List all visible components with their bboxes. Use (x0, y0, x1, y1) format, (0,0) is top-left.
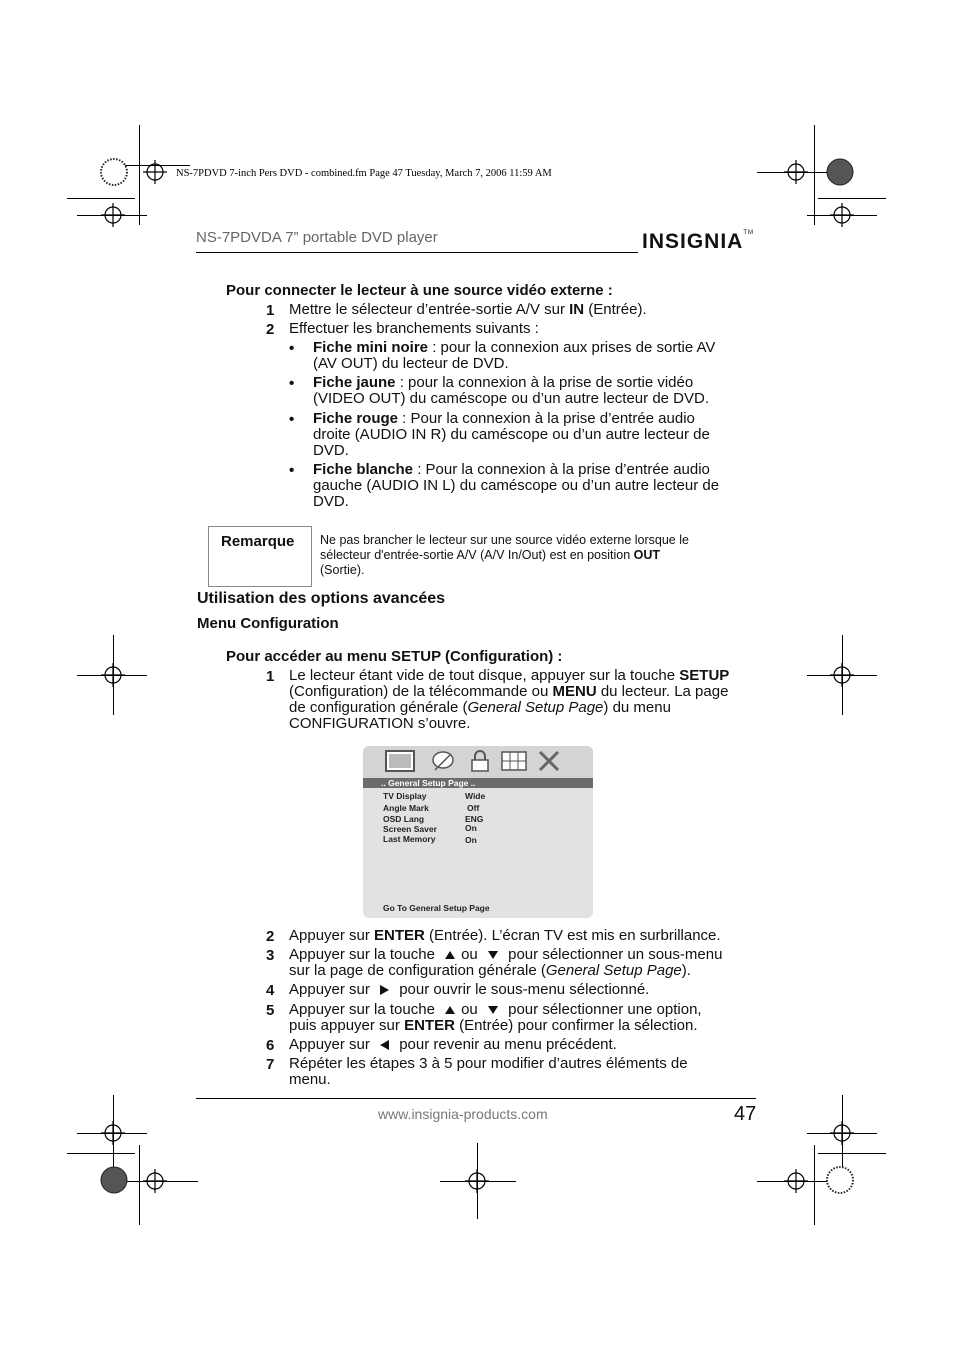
step-text: Répéter les étapes 3 à 5 pour modifier d’autres éléments de menu. (289, 1055, 688, 1088)
reg-mark-icon (830, 663, 854, 687)
footer-url: www.insignia-products.com (378, 1106, 548, 1122)
list-item: Fiche blanche : Pour la connexion à la prise d’entrée audio gauche (AUDIO IN L) du caméscope ou d’un autre lecteur de DVD. (313, 461, 720, 510)
step-number: 4 (266, 982, 275, 999)
screen-title-bar: .. General Setup Page .. (363, 778, 593, 788)
step-text: Effectuer les branchements suivants : (289, 320, 539, 337)
right-arrow-icon (380, 985, 389, 995)
up-arrow-icon (445, 951, 455, 959)
menu-item-label: OSD Lang (383, 814, 425, 824)
rosette-icon (101, 159, 127, 185)
lock-icon (468, 750, 492, 772)
section-heading: Pour accéder au menu SETUP (Configuration) : (226, 648, 563, 665)
rosette-icon (101, 1167, 127, 1193)
reg-mark-icon (784, 1169, 808, 1193)
bullet: • (289, 375, 295, 392)
note-label: Remarque (221, 533, 295, 550)
down-arrow-icon (488, 1006, 498, 1014)
menu-item-value: Wide (465, 791, 486, 801)
file-info: NS-7PDVD 7-inch Pers DVD - combined.fm Page 47 Tuesday, March 7, 2006 11:59 AM (176, 168, 552, 179)
step-text: Appuyer sur la touche ou pour sélectionner une option, puis appuyer sur ENTER (Entrée) pour confirmer la sélection. (289, 1001, 702, 1034)
left-arrow-icon (380, 1040, 389, 1050)
step-number: 3 (266, 947, 275, 964)
rosette-icon (827, 1167, 853, 1193)
menu-item-label: TV Display (383, 791, 427, 801)
page-number: 47 (734, 1103, 757, 1125)
exit-icon (537, 750, 561, 772)
menu-item-label: Last Memory (383, 834, 436, 844)
menu-item-value: ENG (465, 814, 484, 824)
bullet: • (289, 411, 295, 428)
step-number: 6 (266, 1037, 275, 1054)
rosette-icon (827, 159, 853, 185)
section-heading: Pour connecter le lecteur à une source vidéo externe : (226, 282, 613, 299)
reg-mark-icon (784, 160, 808, 184)
reg-mark-icon (143, 1169, 167, 1193)
step-number: 7 (266, 1056, 275, 1073)
section-subtitle: Menu Configuration (197, 615, 339, 632)
tv-icon (385, 750, 415, 772)
bullet: • (289, 340, 295, 357)
list-item: Fiche jaune : pour la connexion à la prise de sortie vidéo (VIDEO OUT) du caméscope ou d’un autre lecteur de DVD. (313, 374, 710, 407)
down-arrow-icon (488, 951, 498, 959)
audio-disc-icon (431, 750, 455, 772)
note-text: Ne pas brancher le lecteur sur une source vidéo externe lorsque le sélecteur d'entrée-sortie A/V (A/V In/Out) est en position OUT (Sortie). (320, 533, 689, 577)
list-item: Fiche mini noire : pour la connexion aux prises de sortie AV (AV OUT) du lecteur de DVD. (313, 339, 716, 372)
reg-mark-icon (830, 1121, 854, 1145)
screen-icon-bar (363, 746, 593, 778)
step-number: 1 (266, 668, 275, 685)
reg-mark-icon (101, 203, 125, 227)
reg-mark-icon (143, 160, 167, 184)
preference-icon (501, 750, 527, 772)
reg-mark-icon (465, 1169, 489, 1193)
step-text: Appuyer sur pour ouvrir le sous-menu sélectionné. (289, 981, 650, 998)
reg-mark-icon (101, 1121, 125, 1145)
menu-item-value: On (465, 823, 477, 833)
step-text: Appuyer sur pour revenir au menu précédent. (289, 1036, 617, 1053)
setup-screen (363, 746, 593, 918)
header-title: NS-7PDVDA 7” portable DVD player (196, 229, 438, 246)
step-text: Mettre le sélecteur d’entrée-sortie A/V sur IN (Entrée). (289, 301, 647, 318)
menu-item-value: Off (467, 803, 480, 813)
step-text: Appuyer sur ENTER (Entrée). L’écran TV est mis en surbrillance. (289, 927, 721, 944)
list-item: Fiche rouge : Pour la connexion à la prise d’entrée audio droite (AUDIO IN R) du caméscope ou d’un autre lecteur de DVD. (313, 410, 710, 459)
reg-mark-icon (101, 663, 125, 687)
step-number: 1 (266, 302, 275, 319)
brand-logo: INSIGNIA™ (642, 230, 755, 253)
bullet: • (289, 462, 295, 479)
section-title: Utilisation des options avancées (197, 590, 446, 607)
step-text: Appuyer sur la touche ou pour sélectionner un sous-menu sur la page de configuration générale (General Setup Page). (289, 946, 723, 979)
step-number: 5 (266, 1002, 275, 1019)
menu-item-label: Angle Mark (383, 803, 429, 813)
step-number: 2 (266, 928, 275, 945)
step-number: 2 (266, 321, 275, 338)
menu-item-label: Screen Saver (383, 824, 437, 834)
menu-item-value: On (465, 835, 477, 845)
reg-mark-icon (830, 203, 854, 227)
up-arrow-icon (445, 1006, 455, 1014)
footer-rule (196, 1098, 756, 1099)
header-rule (196, 252, 638, 253)
screen-footer: Go To General Setup Page (383, 903, 490, 913)
step-text: Le lecteur étant vide de tout disque, appuyer sur la touche SETUP (Configuration) de la télécommande ou MENU du lecteur. La page de configuration générale (General Setup Page) du menu CONFIGURATION s’ouvre. (289, 667, 730, 732)
